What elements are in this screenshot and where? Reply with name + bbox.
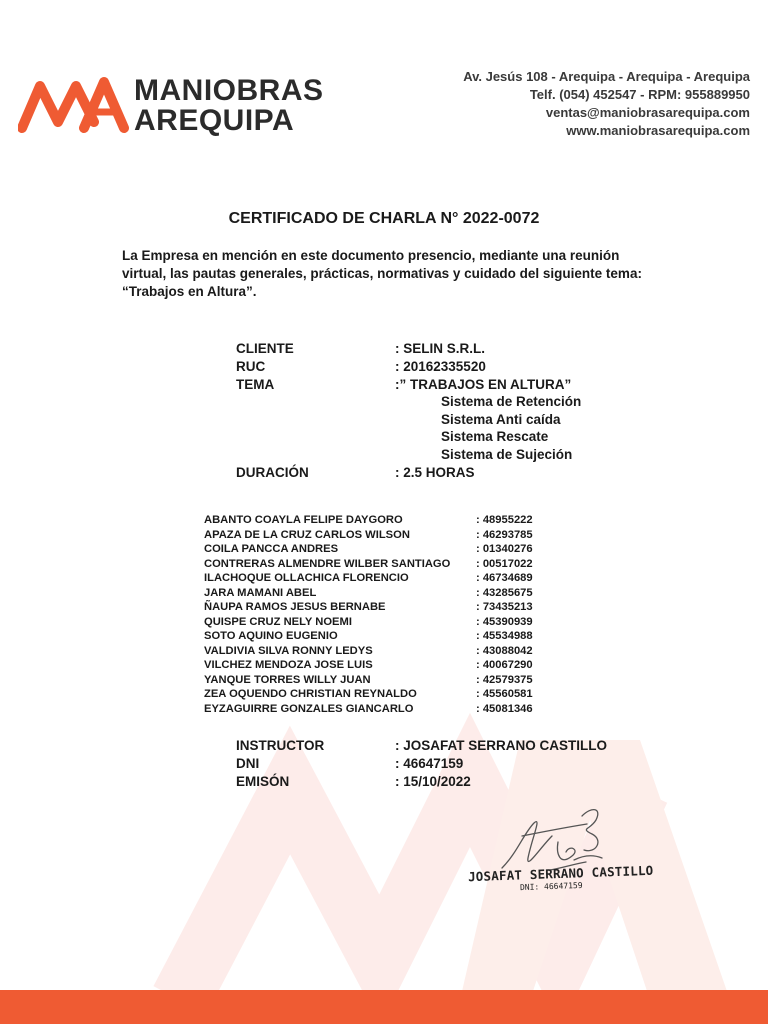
- company-phone: Telf. (054) 452547 - RPM: 955889950: [529, 87, 750, 102]
- participant-name: SOTO AQUINO EUGENIO: [204, 630, 338, 642]
- company-address: Av. Jesús 108 - Arequipa - Arequipa - Arequipa: [463, 69, 750, 84]
- topic-item: Sistema de Sujeción: [441, 447, 573, 462]
- issue-date-value: : 15/10/2022: [395, 774, 471, 789]
- ruc-value: : 20162335520: [395, 359, 486, 374]
- participant-dni: : 45560581: [476, 688, 533, 700]
- signature-name: JOSAFAT SERRANO CASTILLO: [467, 862, 654, 885]
- participant-name: ÑAUPA RAMOS JESUS BERNABE: [204, 601, 386, 613]
- instructor-dni-label: DNI: [236, 756, 260, 771]
- topic-value: :” TRABAJOS EN ALTURA”: [395, 377, 572, 392]
- participant-name: APAZA DE LA CRUZ CARLOS WILSON: [204, 528, 410, 541]
- company-website: www.maniobrasarequipa.com: [566, 123, 750, 138]
- participant-name: CONTRERAS ALMENDRE WILBER SANTIAGO: [204, 557, 451, 570]
- participant-name: VILCHEZ MENDOZA JOSE LUIS: [204, 659, 373, 671]
- participant-name: COILA PANCCA ANDRES: [204, 543, 339, 555]
- client-value: : SELIN S.R.L.: [395, 341, 486, 356]
- participant-name: YANQUE TORRES WILLY JUAN: [204, 673, 371, 686]
- participant-dni: : 45081346: [476, 702, 533, 715]
- participant-name: QUISPE CRUZ NELY NOEMI: [204, 615, 352, 628]
- duration-value: : 2.5 HORAS: [395, 465, 475, 480]
- participant-dni: : 01340276: [476, 543, 533, 555]
- participant-name: ABANTO COAYLA FELIPE DAYGORO: [204, 514, 403, 526]
- certificate-intro: La Empresa en mención en este documento presencio, mediante una reunión virtual, las pautas generales, prácticas, normativas y cuidado del siguiente tema: “Trabajos en Altura”.: [122, 248, 642, 299]
- participant-dni: : 40067290: [476, 659, 533, 671]
- instructor-value: : JOSAFAT SERRANO CASTILLO: [395, 738, 608, 753]
- participant-dni: : 73435213: [476, 601, 533, 613]
- company-name-line1: MANIOBRAS: [134, 74, 324, 107]
- topic-item: Sistema Anti caída: [441, 412, 561, 427]
- company-name-line2: AREQUIPA: [134, 104, 295, 137]
- issue-date-label: EMISÓN: [236, 774, 290, 789]
- topic-label: TEMA: [236, 377, 275, 392]
- instructor-label: INSTRUCTOR: [236, 738, 325, 753]
- participant-dni: : 46293785: [476, 528, 533, 541]
- participant-dni: : 48955222: [476, 514, 533, 526]
- certificate-title: CERTIFICADO DE CHARLA N° 2022-0072: [228, 210, 540, 227]
- instructor-dni-value: : 46647159: [395, 756, 464, 771]
- participant-dni: : 00517022: [476, 557, 533, 570]
- participant-name: ZEA OQUENDO CHRISTIAN REYNALDO: [204, 688, 417, 700]
- participant-name: JARA MAMANI ABEL: [204, 586, 317, 599]
- participant-dni: : 43088042: [476, 644, 533, 657]
- participant-dni: : 45390939: [476, 615, 533, 628]
- participant-dni: : 42579375: [476, 673, 533, 686]
- topic-item: Sistema Rescate: [441, 429, 549, 444]
- topic-item: Sistema de Retención: [441, 394, 582, 409]
- contact-info: [463, 68, 750, 140]
- signature-dni: DNI: 46647159: [519, 880, 583, 893]
- duration-label: DURACIÓN: [236, 465, 309, 480]
- participant-name: EYZAGUIRRE GONZALES GIANCARLO: [204, 702, 414, 715]
- participant-dni: : 46734689: [476, 572, 533, 584]
- ruc-label: RUC: [236, 359, 266, 374]
- participant-name: VALDIVIA SILVA RONNY LEDYS: [204, 644, 373, 657]
- client-label: CLIENTE: [236, 341, 294, 356]
- company-email: ventas@maniobrasarequipa.com: [545, 105, 750, 120]
- footer-bar: [0, 990, 768, 1024]
- participant-name: ILACHOQUE OLLACHICA FLORENCIO: [204, 572, 409, 584]
- company-name: [134, 76, 324, 136]
- participant-dni: : 43285675: [476, 586, 533, 599]
- maniobras-logo: [18, 72, 130, 134]
- participant-dni: : 45534988: [476, 630, 533, 642]
